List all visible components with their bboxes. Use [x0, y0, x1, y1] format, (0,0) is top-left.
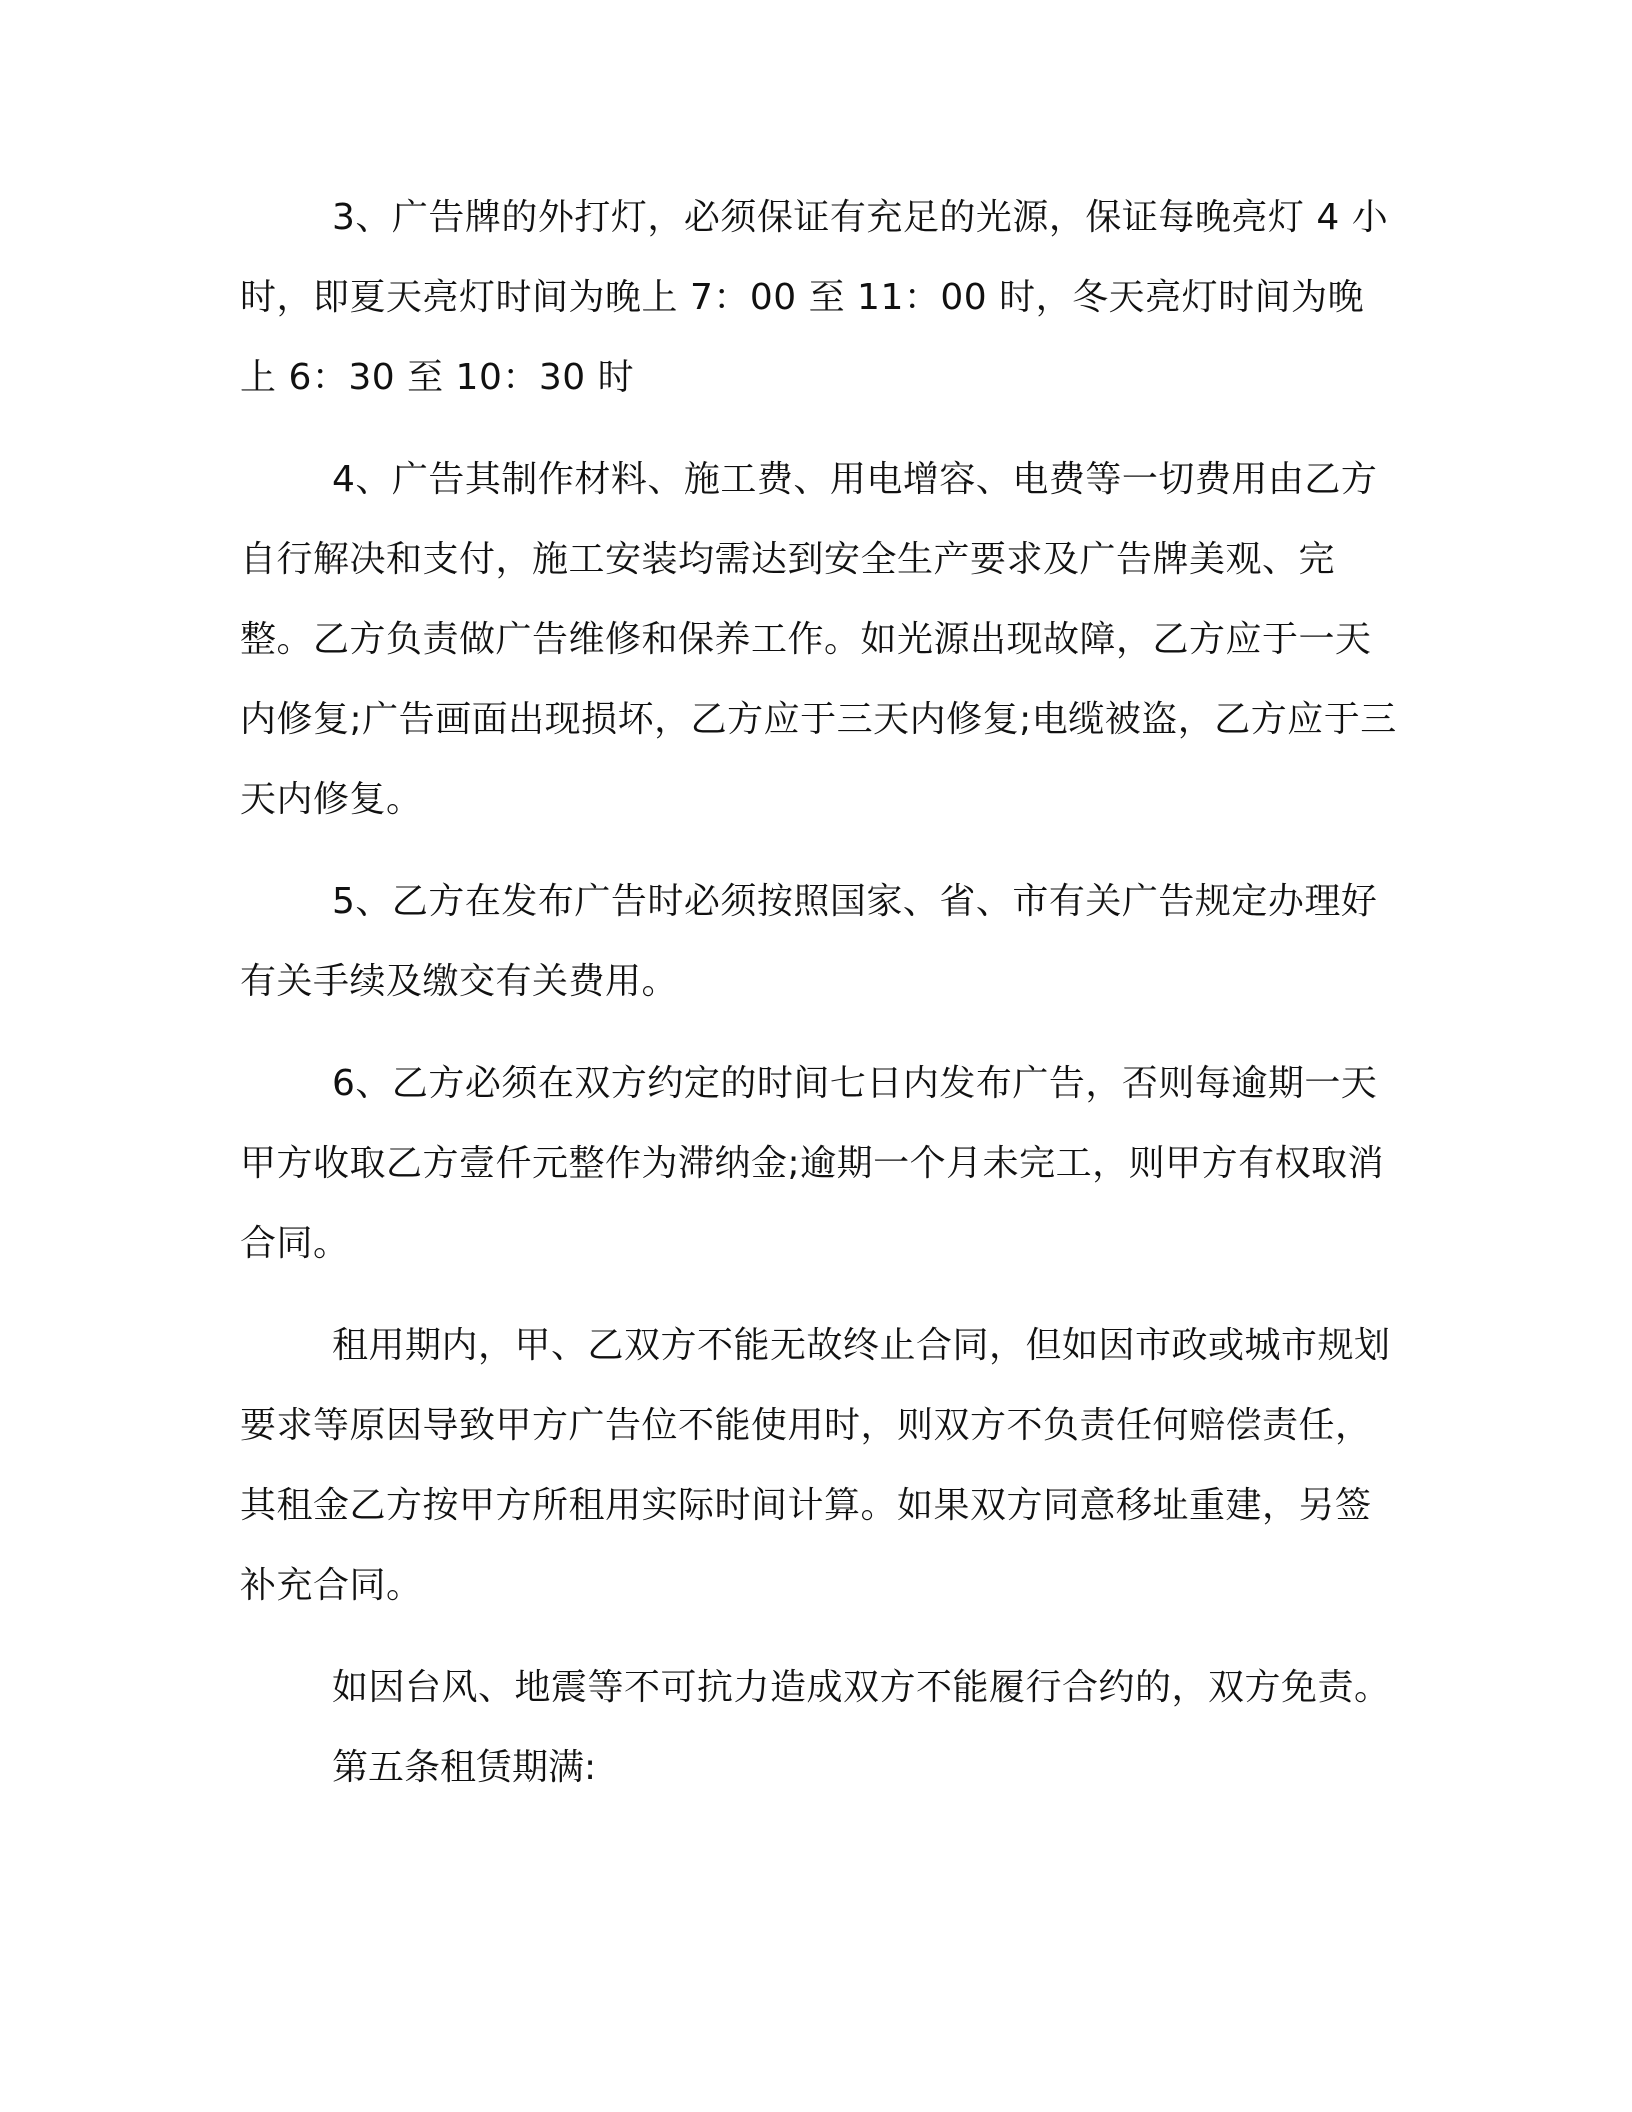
- paragraph-force-majeure: 如因台风、地震等不可抗力造成双方不能履行合约的，双方免责。: [332, 1667, 1391, 1708]
- paragraph-clause-6: 6、乙方必须在双方约定的时间七日内发布广告，否则每逾期一天甲方收取乙方壹仟元整作为滞纳金;逾期一个月未完工，则甲方有权取消合同。: [240, 1063, 1385, 1264]
- paragraph-clause-4: 4、广告其制作材料、施工费、用电增容、电费等一切费用由乙方自行解决和支付，施工安装均需达到安全生产要求及广告牌美观、完整。乙方负责做广告维修和保养工作。如光源出现故障，乙方应于一天内修复;广告画面出现损坏，乙方应于三天内修复;电缆被盗，乙方应于三天内修复。: [240, 459, 1397, 820]
- document-body: [240, 178, 1400, 1808]
- paragraph-clause-5: 5、乙方在发布广告时必须按照国家、省、市有关广告规定办理好有关手续及缴交有关费用。: [240, 881, 1378, 1002]
- paragraph-clause-3: 3、广告牌的外打灯，必须保证有充足的光源，保证每晚亮灯 4 小时，即夏天亮灯时间为晚上 7：00 至 11：00 时，冬天亮灯时间为晚上 6：30 至 10：30 时: [240, 197, 1389, 398]
- section-heading-article-5: 第五条租赁期满:: [332, 1747, 597, 1788]
- paragraph-lease-termination: 租用期内，甲、乙双方不能无故终止合同，但如因市政或城市规划要求等原因导致甲方广告位不能使用时，则双方不负责任何赔偿责任，其租金乙方按甲方所租用实际时间计算。如果双方同意移址重建，另签补充合同。: [240, 1325, 1391, 1606]
